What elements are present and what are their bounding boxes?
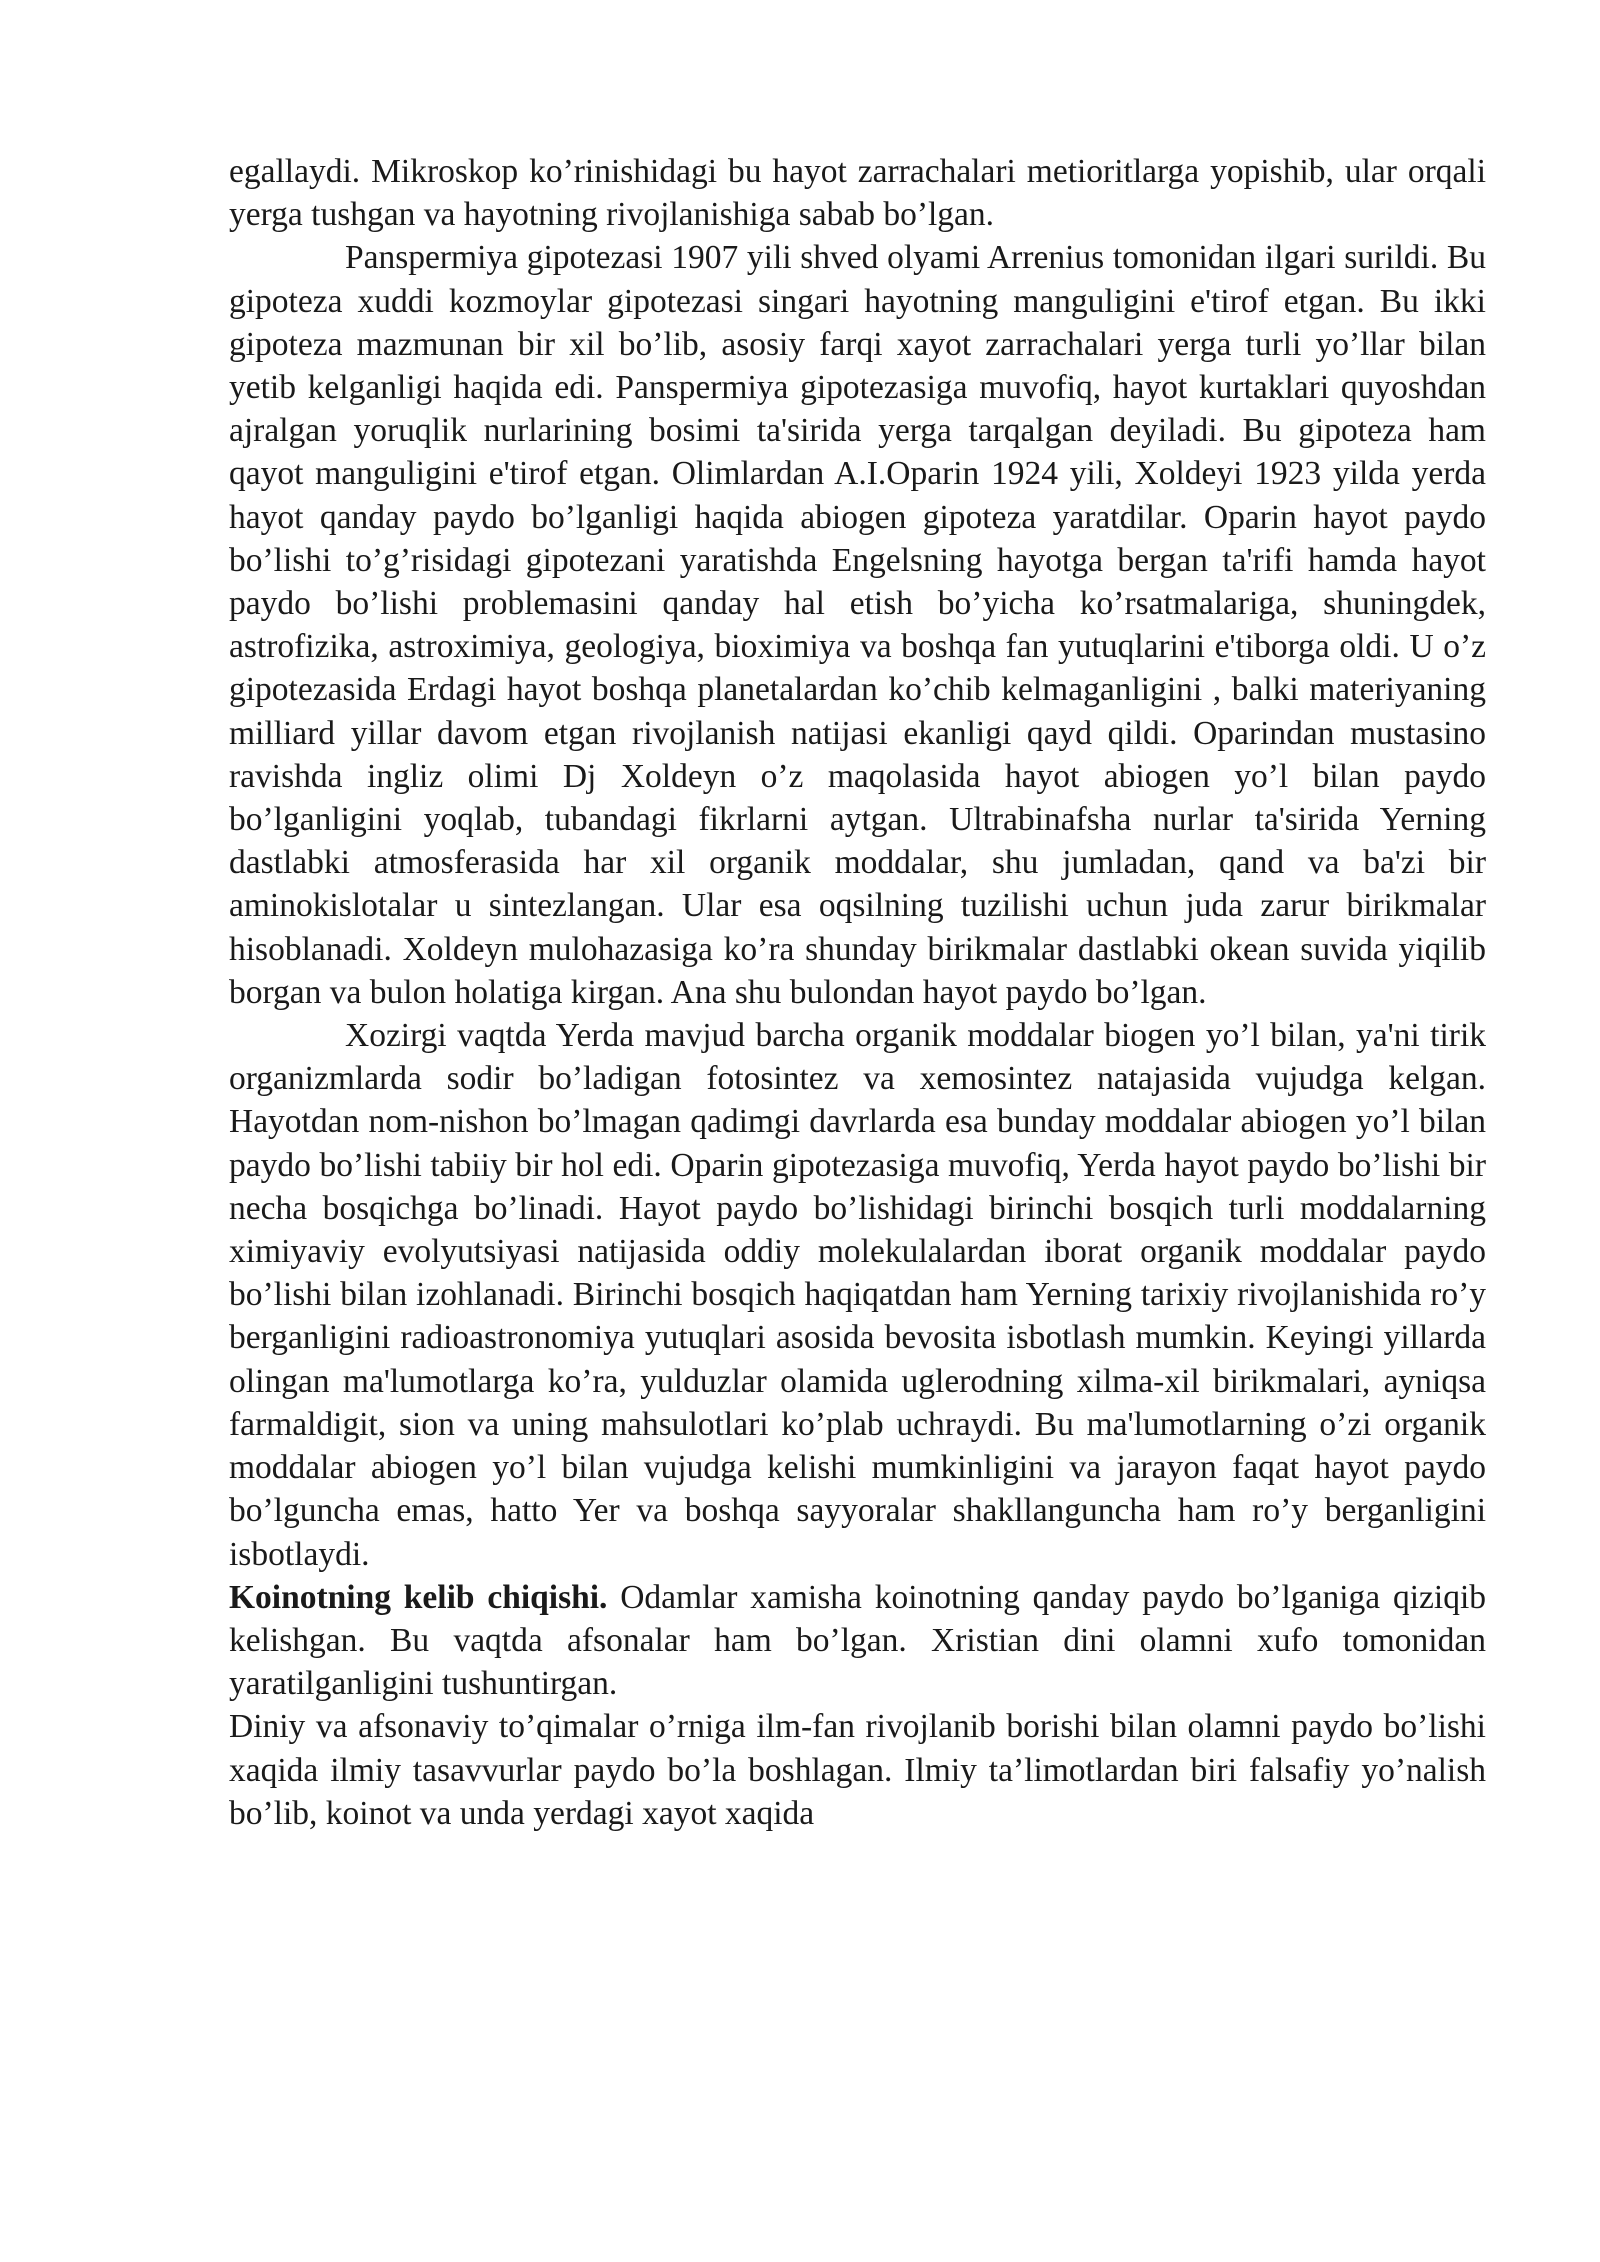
section-text: Odamlar xamisha koinotning qanday paydo bo’lganiga qiziqib kelishgan. Bu vaqtda afsonalar ham bo’lgan. Xristian dini olamni xufo tomonidan yaratilganligini tushuntirgan. [229, 1578, 1486, 1703]
section-paragraph [229, 1576, 1486, 1706]
paragraph: egallaydi. Mikroskop ko’rinishidagi bu hayot zarrachalari metioritlarga yopishib, ular orqali yerga tushgan va hayotning rivojlanishiga sabab bo’lgan. [229, 153, 1486, 234]
body-text [229, 150, 1486, 1835]
paragraph: Diniy va afsonaviy to’qimalar o’rniga ilm-fan rivojlanib borishi bilan olamni paydo bo’lishi xaqida ilmiy tasavvurlar paydo bo’la boshlagan. Ilmiy ta’limotlardan biri falsafiy yo’nalish bo’lib, koinot va unda yerdagi xayot xaqida [229, 1708, 1486, 1832]
paragraph: Xozirgi vaqtda Yerda mavjud barcha organik moddalar biogen yo’l bilan, ya'ni tirik organizmlarda sodir bo’ladigan fotosintez va xemosintez natajasida vujudga kelgan. Hayotdan nom-nishon bo’lmagan qadimgi davrlarda esa bunday moddalar abiogen yo’l bilan paydo bo’lishi tabiiy bir hol edi. Oparin gipotezasiga muvofiq, Yerda hayot paydo bo’lishi bir necha bosqichga bo’linadi. Hayot paydo bo’lishidagi birinchi bosqich turli moddalarning ximiyaviy evolyutsiyasi natijasida oddiy molekulalardan iborat organik moddalar paydo bo’lishi bilan izohlanadi. Birinchi bosqich haqiqatdan ham Yerning tarixiy rivojlanishida ro’y berganligini radioastronomiya yutuqlari asosida bevosita isbotlash mumkin. Keyingi yillarda olingan ma'lumotlarga ko’ra, yulduzlar olamida uglerodning xilma-xil birikmalari, ayniqsa farmaldigit, sion va uning mahsulotlari ko’plab uchraydi. Bu ma'lumotlarning o’zi organik moddalar abiogen yo’l bilan vujudga kelishi mumkinligini va jarayon faqat hayot paydo bo’lguncha emas, hatto Yer va boshqa sayyoralar shakllanguncha ham ro’y berganligini isbotlaydi. [229, 1017, 1486, 1573]
paragraph: Panspermiya gipotezasi 1907 yili shved olyami Arrenius tomonidan ilgari surildi. Bu gipoteza xuddi kozmoylar gipotezasi singari hayotning manguligini e'tirof etgan. Bu ikki gipoteza mazmunan bir xil bo’lib, asosiy farqi xayot zarrachalari yerga turli yo’llar bilan yetib kelganligi haqida edi. Panspermiya gipotezasiga muvofiq, hayot kurtaklari quyoshdan ajralgan yoruqlik nurlarining bosimi ta'sirida yerga tarqalgan deyiladi. Bu gipoteza ham qayot manguligini e'tirof etgan. Olimlardan A.I.Oparin 1924 yili, Xoldeyi 1923 yilda yerda hayot qanday paydo bo’lganligi haqida abiogen gipoteza yaratdilar. Oparin hayot paydo bo’lishi to’g’risidagi gipotezani yaratishda Engelsning hayotga bergan ta'rifi hamda hayot paydo bo’lishi problemasini qanday hal etish bo’yicha ko’rsatmalariga, shuningdek, astrofizika, astroximiya, geologiya, bioximiya va boshqa fan yutuqlarini e'tiborga oldi. U o’z gipotezasida Erdagi hayot boshqa planetalardan ko’chib kelmaganligini , balki materiyaning milliard yillar davom etgan rivojlanish natijasi ekanligi qayd qildi. Oparindan mustasino ravishda ingliz olimi Dj Xoldeyn o’z maqolasida hayot abiogen yo’l bilan paydo bo’lganligini yoqlab, tubandagi fikrlarni aytgan. Ultrabinafsha nurlar ta'sirida Yerning dastlabki atmosferasida har xil organik moddalar, shu jumladan, qand va ba'zi bir aminokislotalar u sintezlangan. Ular esa oqsilning tuzilishi uchun juda zarur birikmalar hisoblanadi. Xoldeyn mulohazasiga ko’ra shunday birikmalar dastlabki okean suvida yiqilib borgan va bulon holatiga kirgan. Ana shu bulondan hayot paydo bo’lgan. [229, 239, 1486, 1011]
section-heading: Koinotning kelib chiqishi. [229, 1578, 608, 1616]
